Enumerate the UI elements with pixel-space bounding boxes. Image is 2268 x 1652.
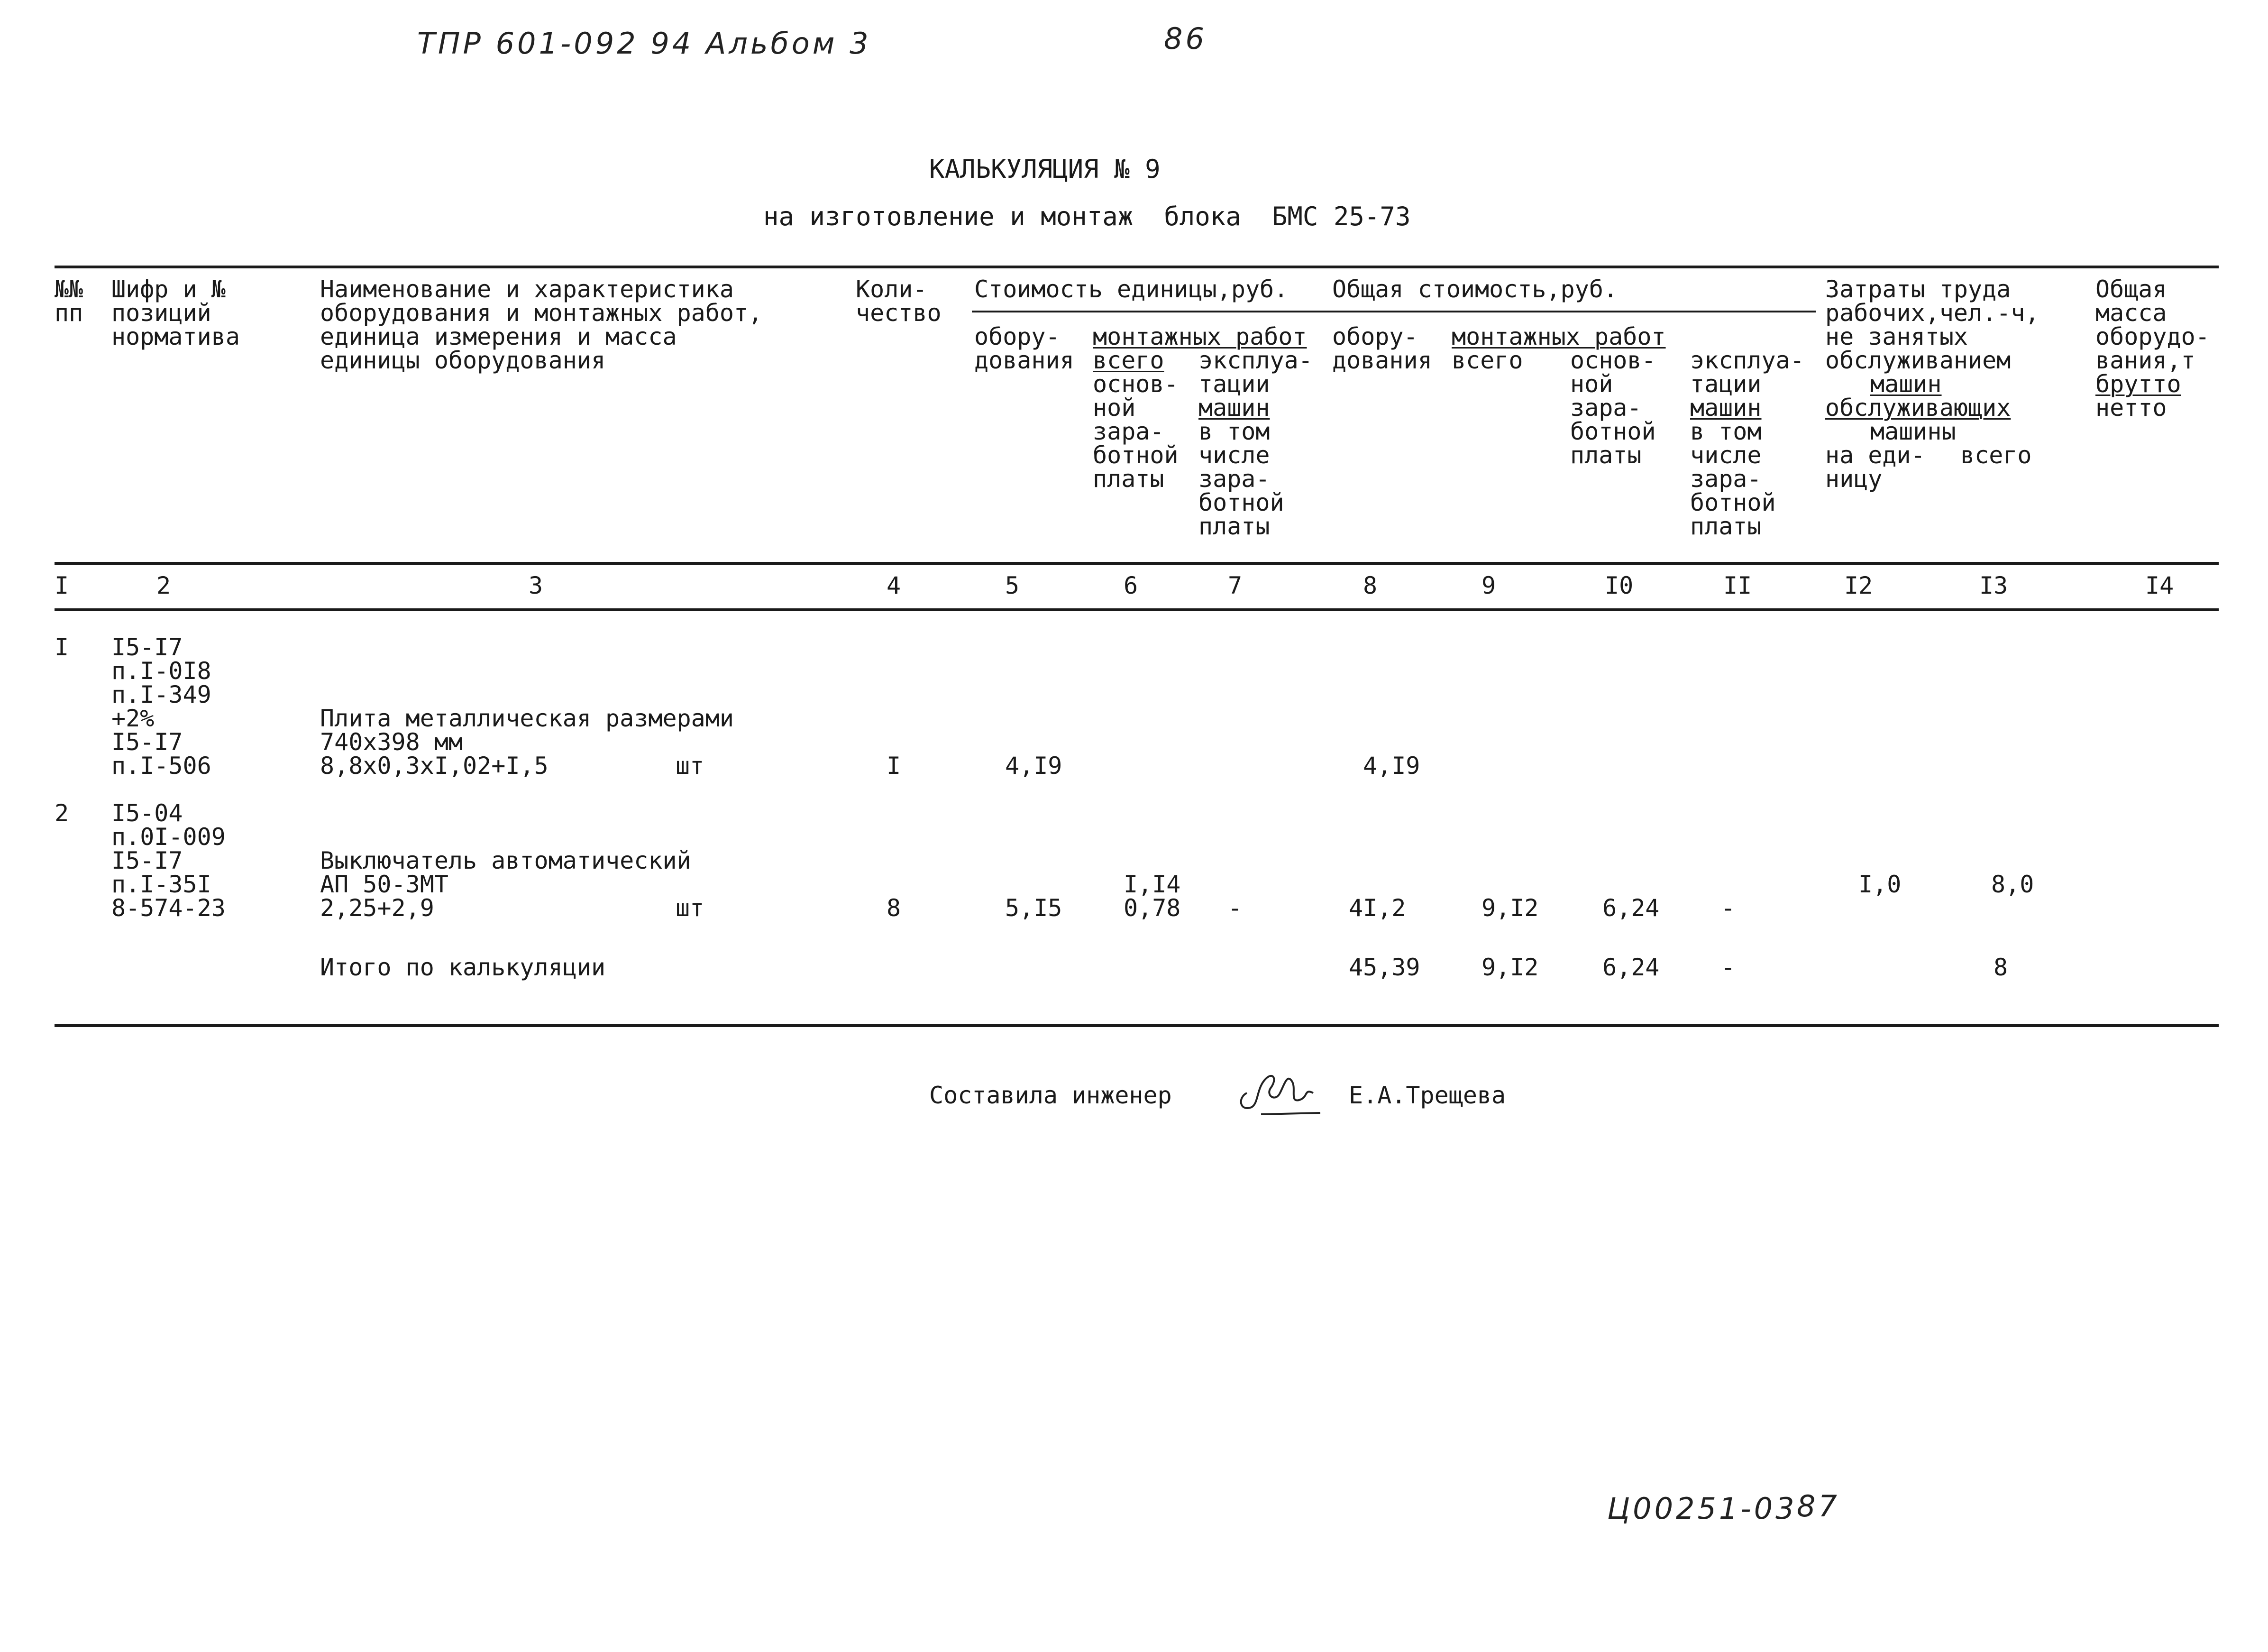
row2-unit-total: I,I4 [1124, 871, 1181, 898]
col-header-labor-unit: на еди- ницу [1825, 441, 1925, 493]
col-number-4: 4 [887, 572, 901, 599]
col-header-unit-equip: обору- дования [974, 323, 1074, 374]
col-number-7: 7 [1228, 572, 1243, 599]
col-number-5: 5 [1005, 572, 1020, 599]
col-number-1: I [55, 572, 69, 599]
totals-total-wage: 6,24 [1602, 954, 1660, 981]
col-header-name: Наименование и характеристика оборудования и монтажных работ, единица измерения и масса единицы оборудования [320, 275, 763, 374]
col-header-code: Шифр и № позиций норматива [111, 275, 240, 350]
row2-labor-total: 8,0 [1991, 871, 2034, 898]
col-header-total-install: монтажных работ [1452, 323, 1666, 350]
row1-code: I5-I7 п.I-0I8 п.I-349 +2% I5-I7 п.I-506 [111, 633, 211, 780]
row2-unit: шт [676, 894, 704, 922]
col-number-10: I0 [1605, 572, 1634, 599]
row2-total-equip: 4I,2 [1349, 894, 1406, 922]
compiled-by-name: Е.А.Трещева [1349, 1082, 1506, 1109]
col-header-total-machine-wage: в том числе зара- ботной платы [1690, 418, 1776, 540]
row2-code: I5-04 п.0I-009 I5-I7 п.I-35I 8-574-23 [111, 799, 226, 922]
totals-label: Итого по калькуляции [320, 954, 606, 981]
row1-unit: шт [676, 752, 704, 780]
unit-cost-rule [972, 311, 1816, 312]
row1-total-equip: 4,I9 [1363, 752, 1420, 780]
col-header-total-total: всего [1452, 347, 1523, 374]
document-page: 87 [1797, 1489, 1840, 1524]
col-header-labor-machines: машин [1870, 370, 1942, 398]
col-number-11: II [1723, 572, 1752, 599]
col-header-mass-net: нетто [2095, 394, 2167, 422]
album-reference: ТПР 601-092 94 Альбом 3 [417, 26, 871, 61]
col-header-total-wage: основ- ной зара- ботной платы [1570, 347, 1656, 469]
col-header-total-machine: эксплуа- тации [1690, 347, 1804, 398]
row2-unit-equip: 5,I5 [1005, 894, 1062, 922]
col-number-6: 6 [1124, 572, 1138, 599]
col-header-total-cost: Общая стоимость,руб. [1332, 275, 1618, 303]
col-header-unit-wage: основ- ной зара- ботной платы [1093, 370, 1179, 493]
row2-unit-wage: 0,78 [1124, 894, 1181, 922]
col-number-8: 8 [1363, 572, 1378, 599]
col-number-12: I2 [1844, 572, 1873, 599]
signature [1233, 1060, 1327, 1121]
totals-labor-total: 8 [1994, 954, 2008, 981]
row1-num: I [55, 633, 69, 661]
col-header-mass-gross: брутто [2095, 370, 2181, 398]
row1-unit-equip: 4,I9 [1005, 752, 1062, 780]
col-header-unit-total: всего [1093, 347, 1164, 374]
row2-qty: 8 [887, 894, 901, 922]
col-header-labor-serving-machines: машины [1870, 418, 1956, 445]
row2-unit-machine: - [1228, 894, 1243, 922]
col-header-total-machine-u: машин [1690, 394, 1762, 422]
table-top-rule [55, 266, 2219, 268]
row2-labor-unit: I,0 [1858, 871, 1902, 898]
col-header-unit-machine-u: машин [1198, 394, 1270, 422]
compiled-by-label: Составила инженер [929, 1082, 1172, 1109]
row1-name: Плита металлическая размерами 740х398 мм 8,8х0,3хI,02+I,5 [320, 705, 734, 780]
col-number-9: 9 [1482, 572, 1496, 599]
row1-qty: I [887, 752, 901, 780]
col-header-unit-install: монтажных работ [1093, 323, 1307, 350]
row2-total-total: 9,I2 [1482, 894, 1539, 922]
col-header-labor-total: всего [1960, 441, 2032, 469]
row2-total-machine: - [1721, 894, 1736, 922]
col-number-14: I4 [2145, 572, 2174, 599]
row2-num: 2 [55, 799, 69, 827]
row2-name: Выключатель автоматический АП 50-3МТ 2,25+2,9 [320, 847, 691, 922]
document-title: КАЛЬКУЛЯЦИЯ № 9 [929, 154, 1161, 184]
col-number-13: I3 [1979, 572, 2008, 599]
document-subtitle: на изготовление и монтаж блока БМС 25-73 [763, 202, 1411, 231]
header-bottom-rule [55, 562, 2219, 565]
totals-total-total: 9,I2 [1482, 954, 1539, 981]
col-header-unit-machine-wage: в том числе зара- ботной платы [1198, 418, 1284, 540]
col-header-num: №№ пп [55, 275, 83, 327]
totals-total-machine: - [1721, 954, 1736, 981]
col-header-mass: Общая масса оборудо- вания,т [2095, 275, 2210, 374]
col-header-labor: Затраты труда рабочих,чел.-ч, не занятых обслуживанием [1825, 275, 2039, 374]
col-header-unit-machine: эксплуа- тации [1198, 347, 1313, 398]
col-number-2: 2 [156, 572, 171, 599]
col-header-qty: Коли- чество [856, 275, 942, 327]
totals-total-equip: 45,39 [1349, 954, 1420, 981]
numbers-bottom-rule [55, 608, 2219, 611]
col-header-unit-cost: Стоимость единицы,руб. [974, 275, 1289, 303]
col-number-3: 3 [529, 572, 543, 599]
page-number: 86 [1164, 21, 1207, 56]
table-bottom-rule [55, 1024, 2219, 1027]
col-header-labor-serving: обслуживающих [1825, 394, 2011, 422]
row2-total-wage: 6,24 [1602, 894, 1660, 922]
col-header-total-equip: обору- дования [1332, 323, 1432, 374]
document-code: Ц00251-03 [1607, 1491, 1797, 1526]
